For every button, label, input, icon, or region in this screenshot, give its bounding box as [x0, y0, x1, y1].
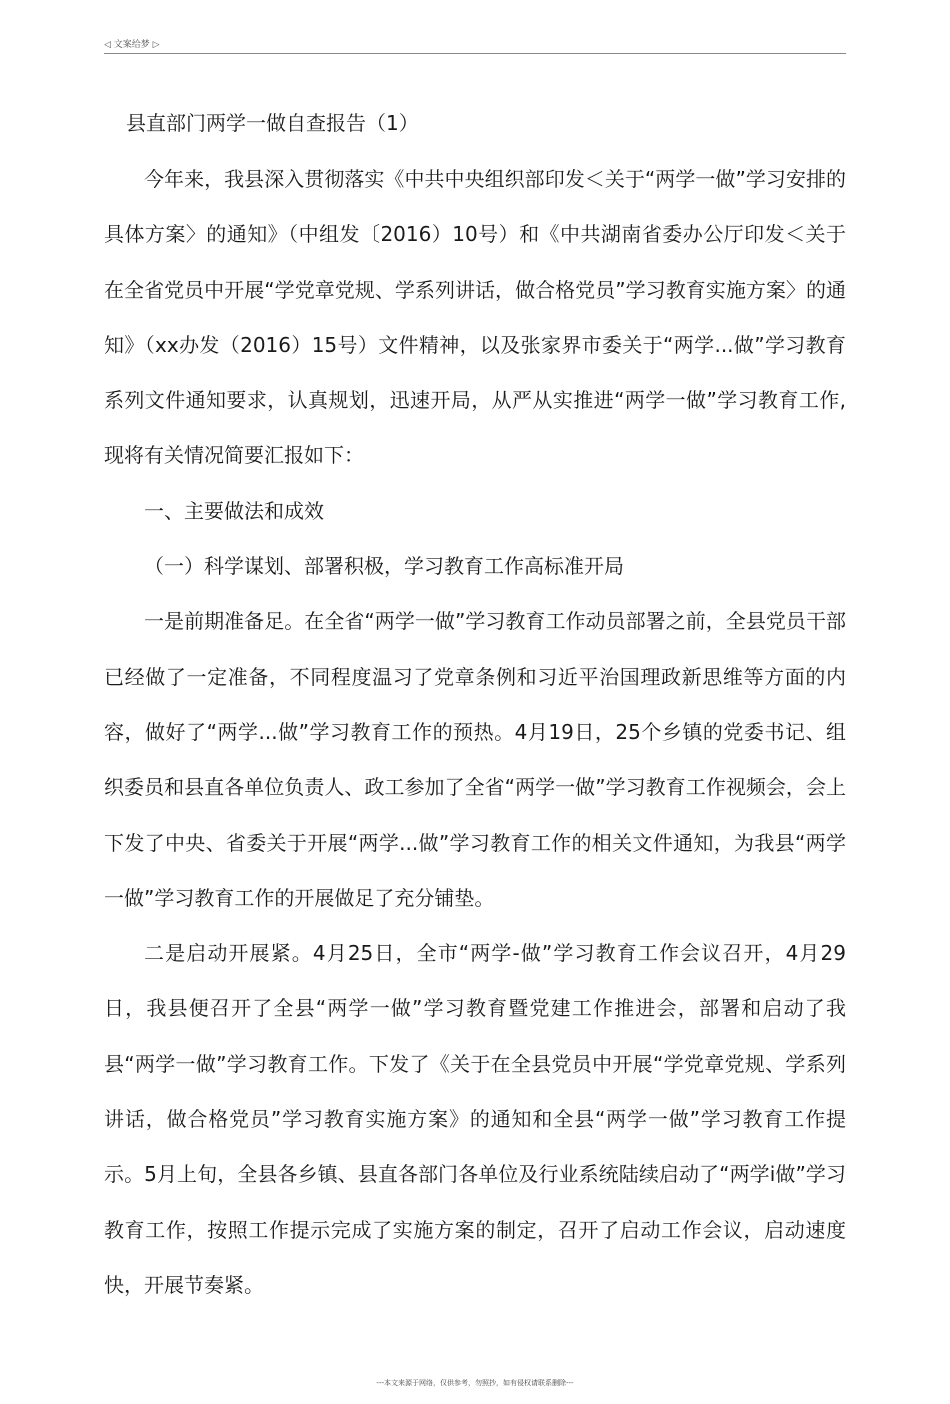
header-divider — [104, 53, 846, 54]
subsection-heading: （一）科学谋划、部署积极，学习教育工作高标准开局 — [144, 554, 624, 579]
body-paragraph-launch: 二是启动开展紧。4月25日，全市“两学-做”学习教育工作会议召开，4月29日，我县便召开了全县“两学一做”学习教育暨党建工作推进会，部署和启动了我县“两学一做”学习教育工作。下发了《关于在全县党员中开展“学党章党规、学系列讲话，做合格党员”学习教育实施方案》的通知和全县“两学一做”学习教育工作提示。5月上旬，全县各乡镇、县直各部门各单位及行业系统陆续启动了“两学i做”学习教育工作，按照工作提示完成了实施方案的制定，召开了启动工作会议，启动速度快，开展节奏紧。 — [104, 941, 846, 1297]
document-title: 县直部门两学一做自查报告（1） — [126, 111, 419, 135]
intro-paragraph: 今年来，我县深入贯彻落实《中共中央组织部印发＜关于“两学一做”学习安排的具体方案〉的通知》（中组发〔2016）10号）和《中共湖南省委办公厅印发＜关于在全省党员中开展“学党章党规、学系列讲话，做合格党员”学习教育实施方案〉的通知》（xx办发（2016）15号）文件精神，以及张家界市委关于“两学...做”学习教育系列文件通知要求，认真规划，迅速开局，从严从实推进“两学一做”学习教育工作,现将有关情况简要汇报如下： — [104, 167, 846, 468]
section-heading: 一、主要做法和成效 — [144, 498, 324, 523]
page-header: ◁ 文案给梦 ▷ — [104, 40, 160, 50]
body-paragraph-preparation: 一是前期准备足。在全省“两学一做”学习教育工作动员部署之前，全县党员干部已经做了一定准备，不同程度温习了党章条例和习近平治国理政新思维等方面的内容，做好了“两学...做”学习教育工作的预热。4月19日，25个乡镇的党委书记、组织委员和县直各单位负责人、政工参加了全省“两学一做”学习教育工作视频会，会上下发了中央、省委关于开展“两学...做”学习教育工作的相关文件通知，为我县“两学一做”学习教育工作的开展做足了充分铺垫。 — [104, 609, 846, 910]
document-body — [104, 100, 846, 1313]
page-footer: ---本文来源于网络，仅供参考，勿照抄，如有侵权请联系删除--- — [376, 1379, 574, 1387]
